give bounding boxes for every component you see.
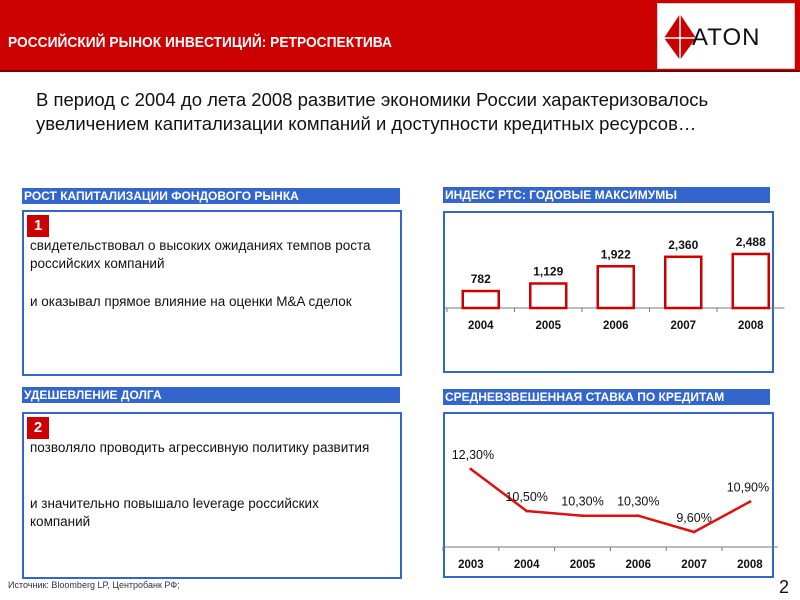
data-point [693,531,696,534]
data-point [637,514,640,517]
bar-value-label: 1,129 [533,264,564,279]
capitalization-point-2: и оказывал прямое влияние на оценки M&A сделок [30,294,352,309]
bar-value-label: 2,360 [668,237,699,252]
data-point [525,510,528,513]
x-tick-label: 2003 [458,559,484,571]
x-tick-label: 2007 [670,320,697,332]
data-label: 10,30% [617,494,660,509]
debt-point-1: позволяло проводить агрессивную политику развития [30,440,370,455]
badge-1: 1 [27,215,49,237]
data-point [748,500,751,503]
data-point [469,468,472,471]
rate-chart-title: СРЕДНЕВЗВЕШЕННАЯ СТАВКА ПО КРЕДИТАМ [443,389,770,405]
capitalization-point-1: свидетельствовал о высоких ожиданиях темпов роста российских компаний [30,238,371,271]
x-tick-label: 2008 [737,320,764,332]
debt-point-2: и значительно повышало leverage российских компаний [30,496,319,529]
x-tick-label: 2006 [625,559,652,571]
data-label: 10,50% [505,490,548,505]
x-tick-label: 2008 [737,559,763,571]
x-tick-label: 2005 [569,559,596,571]
data-label: 12,30% [451,448,495,463]
page-title: РОССИЙСКИЙ РЫНОК ИНВЕСТИЦИЙ: РЕТРОСПЕКТИВА [8,35,392,51]
intro-line-1: В период с 2004 до лета 2008 развитие экономики России характеризовалось [36,89,709,110]
data-point [581,514,584,517]
badge-2: 2 [27,417,49,439]
source-note: Источник: Bloomberg LP, Центробанк РФ; [8,580,180,590]
section-heading-capitalization: РОСТ КАПИТАЛИЗАЦИИ ФОНДОВОГО РЫНКА [22,188,400,204]
logo-text: ATON [692,24,761,51]
rts-chart-title: ИНДЕКС РТС: ГОДОВЫЕ МАКСИМУМЫ [443,187,770,203]
bar-value-label: 1,922 [600,247,631,262]
x-tick-label: 2007 [681,559,707,571]
page-number: 2 [779,577,790,597]
x-tick-label: 2006 [602,320,629,332]
data-label: 10,30% [561,494,604,509]
data-label: 10,90% [726,480,770,495]
bar-value-label: 782 [470,272,491,287]
x-tick-label: 2005 [535,320,562,332]
data-label: 9,60% [676,511,712,525]
intro-line-2: увеличением капитализации компаний и доступности кредитных ресурсов… [36,113,697,134]
bar-value-label: 2,488 [735,235,766,249]
section-heading-debt: УДЕШЕВЛЕНИЕ ДОЛГА [22,387,400,403]
x-tick-label: 2004 [513,559,540,571]
x-tick-label: 2004 [467,320,494,332]
